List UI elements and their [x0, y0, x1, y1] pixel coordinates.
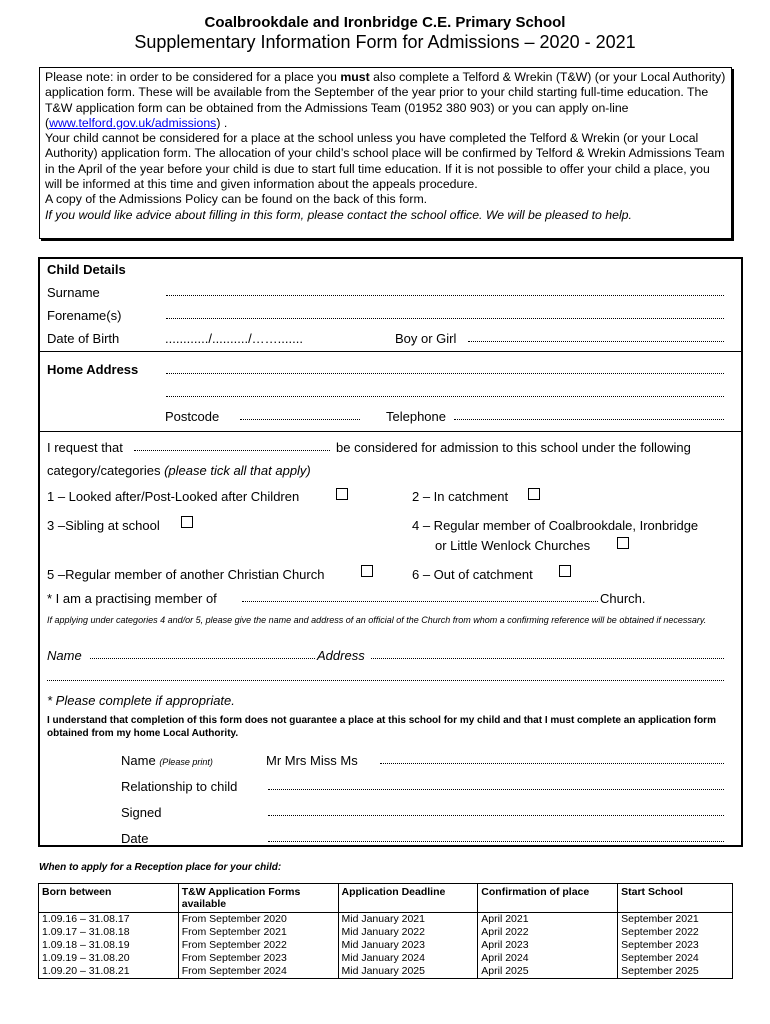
relationship-field[interactable] [268, 789, 724, 790]
table-cell: From September 2024 [178, 965, 338, 979]
category-5-checkbox[interactable] [361, 565, 373, 577]
address-line-2[interactable] [166, 396, 724, 397]
table-cell: 1.09.16 – 31.08.17 [39, 913, 179, 927]
category-6-label: 6 – Out of catchment [412, 567, 533, 582]
table-cell: September 2022 [618, 926, 733, 939]
table-cell: Mid January 2021 [338, 913, 478, 927]
official-name-label: Name [47, 648, 82, 663]
category-3-checkbox[interactable] [181, 516, 193, 528]
signature-field[interactable] [268, 815, 724, 816]
category-2-checkbox[interactable] [528, 488, 540, 500]
table-cell: From September 2021 [178, 926, 338, 939]
table-cell: Mid January 2024 [338, 952, 478, 965]
table-row [39, 952, 733, 965]
surname-label: Surname [47, 285, 100, 300]
table-cell: From September 2022 [178, 939, 338, 952]
table-cell: April 2024 [478, 952, 618, 965]
table-cell: April 2022 [478, 926, 618, 939]
column-header: Born between [39, 884, 179, 913]
admissions-link[interactable]: www.telford.gov.uk/admissions [49, 115, 217, 130]
category-6-checkbox[interactable] [559, 565, 571, 577]
column-header: T&W Application Forms available [178, 884, 338, 913]
note-paragraph-3: A copy of the Admissions Policy can be found on the back of this form. [45, 192, 428, 207]
home-address-heading: Home Address [47, 362, 139, 377]
boy-or-girl-field[interactable] [468, 341, 724, 342]
declaration-text: I understand that completion of this form does not guarantee a place at this school for my child and that I must complete an application form obtained from my home Local Authority. [47, 715, 716, 739]
official-address-label: Address [317, 648, 365, 663]
category-3-label: 3 –Sibling at school [47, 518, 160, 533]
child-details-heading: Child Details [47, 262, 126, 277]
table-cell: 1.09.18 – 31.08.19 [39, 939, 179, 952]
official-address-field[interactable] [371, 658, 724, 659]
category-4-label: 4 – Regular member of Coalbrookdale, Ironbridge [412, 518, 699, 533]
telephone-label: Telephone [386, 409, 446, 424]
table-header-row [39, 884, 733, 913]
postcode-field[interactable] [240, 419, 360, 420]
titles-label: Mr Mrs Miss Ms [266, 753, 358, 768]
dob-field[interactable]: ............/........../……....... [165, 331, 303, 346]
table-row [39, 939, 733, 952]
boy-or-girl-label: Boy or Girl [395, 331, 457, 346]
category-4-label-cont: or Little Wenlock Churches [435, 538, 591, 553]
table-cell: September 2023 [618, 939, 733, 952]
table-cell: From September 2023 [178, 952, 338, 965]
category-1-label: 1 – Looked after/Post-Looked after Children [47, 489, 300, 504]
parent-name-hint: (Please print) [159, 757, 213, 767]
request-prefix: I request that [47, 440, 123, 455]
official-name-field[interactable] [90, 658, 315, 659]
school-name: Coalbrookdale and Ironbridge C.E. Primary School [204, 14, 566, 31]
surname-field[interactable] [166, 295, 724, 296]
form-title: Supplementary Information Form for Admissions – 2020 - 2021 [134, 32, 636, 52]
postcode-label: Postcode [165, 409, 220, 424]
note-help: If you would like advice about filling in this form, please contact the school office. We will be pleased to help. [45, 207, 632, 222]
dob-label: Date of Birth [47, 331, 120, 346]
forenames-field[interactable] [166, 318, 724, 319]
address-line-1[interactable] [166, 373, 724, 374]
table-cell: 1.09.17 – 31.08.18 [39, 926, 179, 939]
table-cell: Mid January 2022 [338, 926, 478, 939]
signed-label: Signed [121, 805, 162, 820]
forenames-label: Forename(s) [47, 308, 122, 323]
telephone-field[interactable] [454, 419, 724, 420]
child-name-field[interactable] [134, 450, 330, 451]
application-form [38, 257, 743, 847]
church-field[interactable] [242, 601, 598, 602]
note-text-3: ) . [216, 115, 228, 130]
note-paragraph-2: Your child cannot be considered for a place at the school unless you have completed the Telford & Wrekin (or your Local Authority) application form. The allocation of your child’s school place will be confirmed by Telford & Wrekin Admissions Team in the April of the year before your child is due to start full time education. If it is not possible to offer your child a place, you will be informed at this time and given information about the appeals procedure. [45, 131, 725, 192]
request-suffix: be considered for admission to this school under the following [336, 440, 691, 455]
church-instruction: If applying under categories 4 and/or 5, please give the name and address of an official of the Church from whom a confirming reference will be obtained if necessary. [47, 615, 707, 625]
table-cell: Mid January 2025 [338, 965, 478, 979]
complete-note: * Please complete if appropriate. [47, 693, 235, 708]
category-5-label: 5 –Regular member of another Christian Church [47, 567, 325, 582]
table-cell: Mid January 2023 [338, 939, 478, 952]
table-cell: September 2024 [618, 952, 733, 965]
note-must: must [340, 70, 370, 84]
table-cell: April 2025 [478, 965, 618, 979]
official-address-line-2[interactable] [47, 680, 724, 681]
column-header: Start School [618, 884, 733, 913]
table-cell: 1.09.20 – 31.08.21 [39, 965, 179, 979]
table-row [39, 965, 733, 979]
table-cell: 1.09.19 – 31.08.20 [39, 952, 179, 965]
relationship-label: Relationship to child [121, 779, 238, 794]
table-cell: From September 2020 [178, 913, 338, 927]
note-text-2: also complete a Telford & Wrekin (T&W) (or your Local Authority) application form. These will be available from the September of the year prior to your child starting full-time education. The T&W application form can be obtained from the Admissions Team (01952 380 903) or you can apply on-line ( [45, 70, 726, 130]
table-cell: September 2025 [618, 965, 733, 979]
parent-name-label: Name (Please print) [121, 753, 213, 768]
schedule-heading: When to apply for a Reception place for your child: [39, 862, 282, 873]
table-row [39, 926, 733, 939]
category-line: category/categories (please tick all that apply) [47, 463, 311, 478]
column-header: Application Deadline [338, 884, 478, 913]
date-field[interactable] [268, 841, 724, 842]
category-2-label: 2 – In catchment [412, 489, 509, 504]
category-1-checkbox[interactable] [336, 488, 348, 500]
church-suffix: Church. [600, 591, 646, 606]
note-text-1: Please note: in order to be considered for a place you [45, 70, 341, 84]
table-row [39, 913, 733, 927]
table-cell: April 2021 [478, 913, 618, 927]
divider [40, 431, 741, 432]
divider [40, 351, 741, 352]
practising-label: * I am a practising member of [47, 591, 217, 606]
table-cell: April 2023 [478, 939, 618, 952]
category-hint: (please tick all that apply) [164, 463, 311, 478]
date-label: Date [121, 831, 149, 846]
reception-dates-table [38, 883, 733, 979]
table-cell: September 2021 [618, 913, 733, 927]
column-header: Confirmation of place [478, 884, 618, 913]
parent-name-field[interactable] [380, 763, 724, 764]
admissions-note [39, 67, 732, 239]
category-4-checkbox[interactable] [617, 537, 629, 549]
